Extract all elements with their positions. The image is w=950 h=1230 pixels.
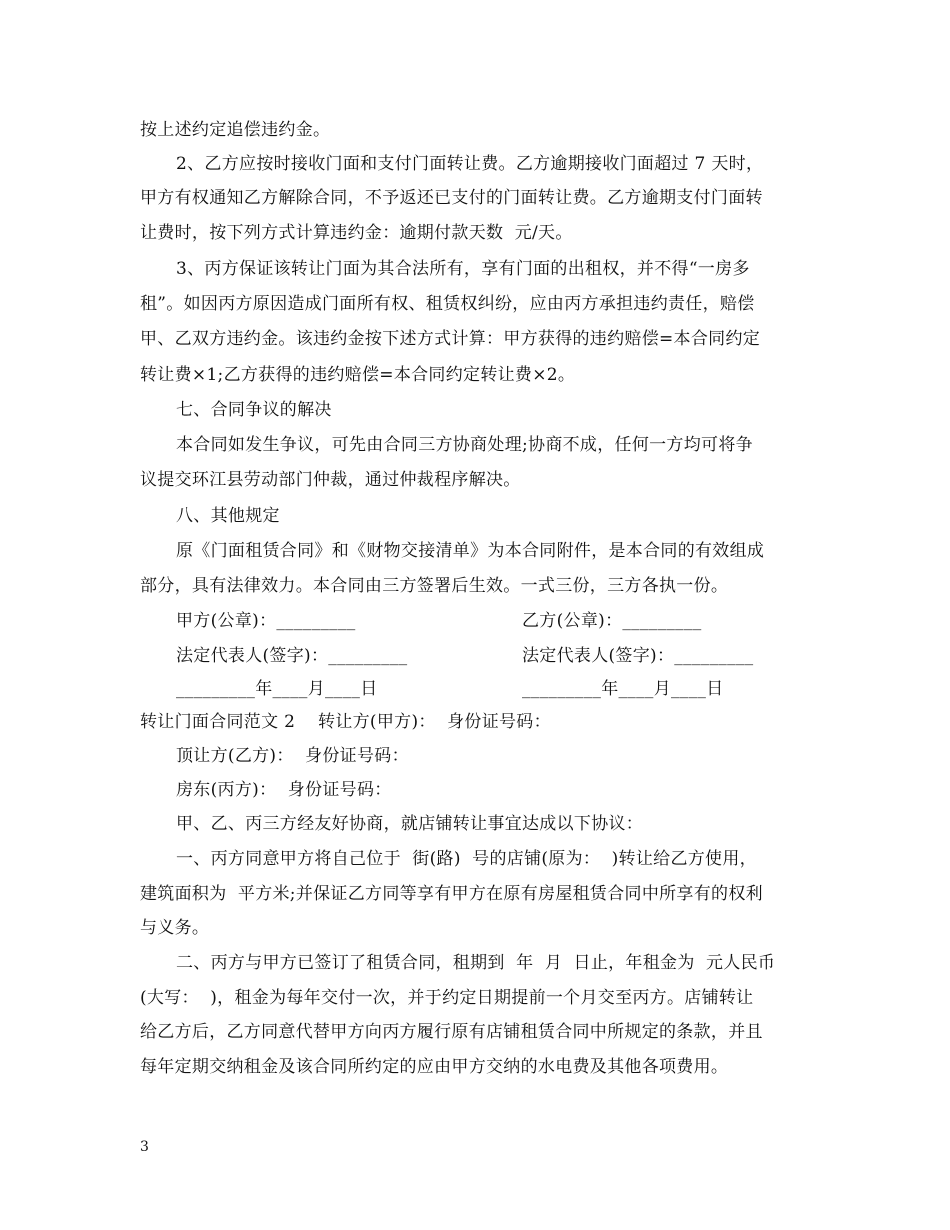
paragraph-line: 原《门面租赁合同》和《财物交接清单》为本合同附件，是本合同的有效组成 [176, 541, 765, 561]
party-a-seal-line: 甲方(公章)：_________ [176, 611, 356, 631]
paragraph-line: 部分，具有法律效力。本合同由三方签署后生效。一式三份，三方各执一份。 [140, 576, 729, 596]
paragraph-line: 议提交环江县劳动部门仲裁，通过仲裁程序解决。 [140, 470, 521, 490]
paragraph-line: 建筑面积为 平方米;并保证乙方同等享有甲方在原有房屋租赁合同中所享有的权利 [140, 884, 763, 904]
clause-2-line: 2、乙方应按时接收门面和支付门面转让费。乙方逾期接收门面超过 7 天时， [176, 154, 764, 174]
landlord-line: 房东(丙方)： 身份证号码： [176, 780, 392, 800]
party-b-seal-line: 乙方(公章)：_________ [522, 611, 702, 631]
assignee-line: 顶让方(乙方)： 身份证号码： [176, 746, 409, 766]
paragraph-line: (大写： )，租金为每年交付一次，并于约定日期提前一个月交至丙方。店铺转让 [140, 988, 754, 1008]
page-number: 3 [140, 1139, 149, 1155]
section-heading-other: 八、其他规定 [176, 506, 280, 526]
paragraph-line: 转让费×1;乙方获得的违约赔偿=本合同约定转让费×2。 [140, 365, 576, 385]
party-a-date-line: _________年____月____日 [176, 679, 378, 699]
paragraph-line: 租”。如因丙方原因造成门面所有权、租赁权纠纷，应由丙方承担违约责任，赔偿 [140, 294, 755, 314]
paragraph-line: 本合同如发生争议，可先由合同三方协商处理;协商不成，任何一方均可将争 [176, 435, 753, 455]
section-heading-dispute: 七、合同争议的解决 [176, 400, 332, 420]
party-b-rep-line: 法定代表人(签字)：_________ [522, 646, 754, 666]
agreement-intro: 甲、乙、丙三方经友好协商，就店铺转让事宜达成以下协议： [176, 814, 644, 834]
paragraph-line: 甲方有权通知乙方解除合同，不予返还已支付的门面转让费。乙方逾期支付门面转 [140, 188, 763, 208]
clause-1-line: 一、丙方同意甲方将自己位于 街(路) 号的店铺(原为： )转让给乙方使用， [176, 849, 757, 869]
party-b-date-line: _________年____月____日 [522, 679, 724, 699]
template-2-heading: 转让门面合同范文 2 转让方(甲方)： 身份证号码： [140, 712, 551, 732]
party-a-rep-line: 法定代表人(签字)：_________ [176, 646, 408, 666]
clause-3-line: 3、丙方保证该转让门面为其合法所有，享有门面的出租权，并不得“一房多 [176, 259, 750, 279]
clause-2-line: 二、丙方与甲方已签订了租赁合同，租期到 年 月 日止，年租金为 元人民币 [176, 953, 776, 973]
paragraph-line: 按上述约定追偿违约金。 [140, 120, 331, 140]
paragraph-line: 给乙方后，乙方同意代替甲方向丙方履行原有店铺租赁合同中所规定的条款，并且 [140, 1022, 763, 1042]
paragraph-line: 甲、乙双方违约金。该违约金按下述方式计算：甲方获得的违约赔偿=本合同约定 [140, 329, 761, 349]
paragraph-line: 每年定期交纳租金及该合同所约定的应由甲方交纳的水电费及其他各项费用。 [140, 1057, 729, 1077]
paragraph-line: 让费时，按下列方式计算违约金：逾期付款天数 元/天。 [140, 223, 573, 243]
paragraph-line: 与义务。 [140, 918, 210, 938]
